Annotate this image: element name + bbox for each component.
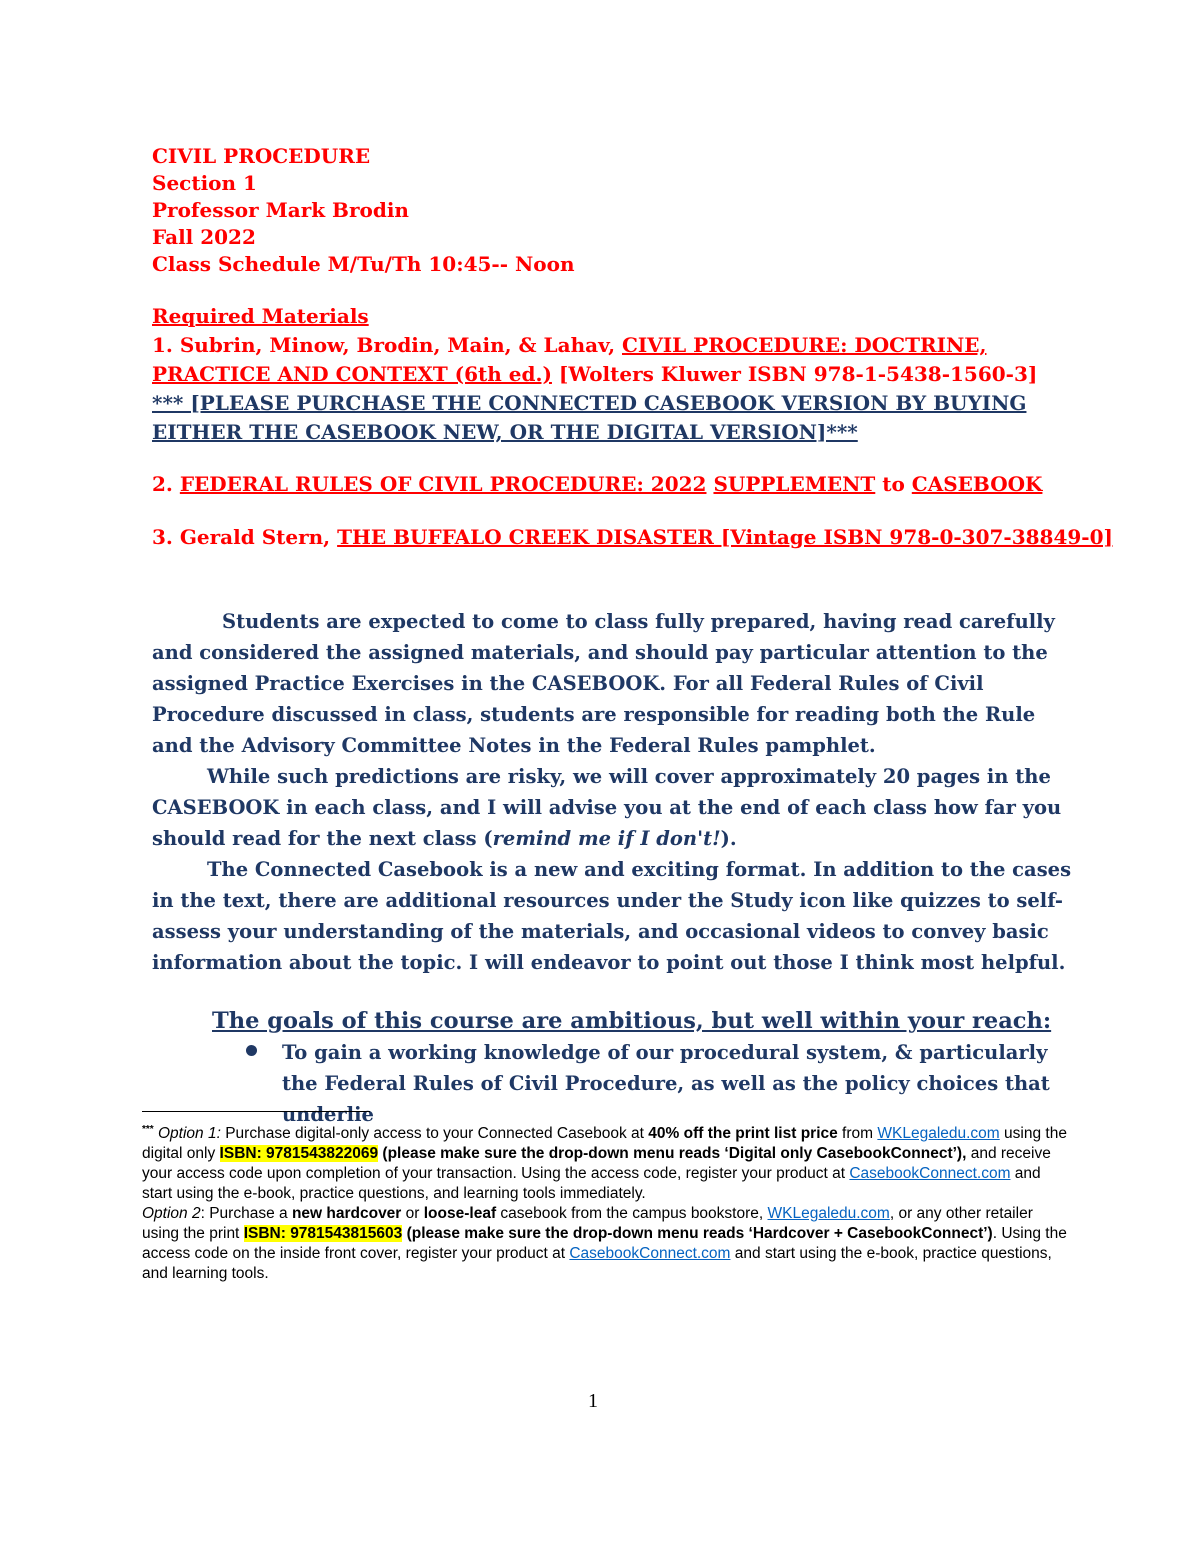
paragraph-2-emphasis: remind me if I don't!: [492, 827, 721, 850]
page-number: 1: [588, 1390, 598, 1412]
goals-list: [246, 1037, 1076, 1130]
course-expectations: [152, 606, 1072, 978]
bullet-icon: [246, 1045, 257, 1056]
wklegaledu-link-2[interactable]: WKLegaledu.com: [767, 1205, 890, 1222]
footnote: [142, 1124, 1072, 1284]
course-schedule: Class Schedule M/Tu/Th 10:45-- Noon: [152, 252, 575, 276]
material-1-title-part2: PRACTICE AND CONTEXT (6th ed.): [152, 362, 552, 386]
material-1-isbn: [Wolters Kluwer ISBN 978-1-5438-1560-3]: [551, 362, 1038, 386]
option-2-end: and start using the e-book, practice questions, and learning tools.: [142, 1245, 1052, 1282]
material-2-number: 2.: [152, 472, 180, 496]
casebookconnect-link[interactable]: CasebookConnect.com: [849, 1165, 1011, 1182]
material-2-to: to: [875, 472, 912, 496]
footnote-mark: ***: [142, 1123, 154, 1135]
materials-heading: Required Materials: [152, 304, 369, 328]
material-2-title: FEDERAL RULES OF CIVIL PROCEDURE: 2022: [179, 472, 707, 496]
option-1-end: and start using the e-book, practice questions, and learning tools immediately.: [142, 1165, 1041, 1202]
paragraph-2-end: ).: [720, 827, 737, 850]
material-item-1-line2: [152, 360, 1052, 389]
option-2-text: : Purchase a: [200, 1205, 292, 1222]
material-3-author: 3. Gerald Stern,: [152, 525, 338, 549]
option-2-bookstore: casebook from the campus bookstore,: [496, 1205, 768, 1222]
course-title: CIVIL PROCEDURE: [152, 144, 371, 168]
wklegaledu-link[interactable]: WKLegaledu.com: [877, 1125, 1000, 1142]
material-item-1-line1: [152, 331, 1052, 360]
footnote-option-1: [142, 1124, 1072, 1204]
isbn-digital: ISBN: 9781543822069: [219, 1145, 379, 1162]
option-1-access: and receive your access code upon completion of your transaction. Using the access code, register your product at: [142, 1145, 1051, 1182]
material-1-authors: 1. Subrin, Minow, Brodin, Main, & Lahav,: [152, 333, 622, 357]
material-1-title-part1: CIVIL PROCEDURE: DOCTRINE,: [622, 333, 987, 357]
expectations-paragraph-2: [152, 761, 1072, 854]
material-2-supplement: SUPPLEMENT: [713, 472, 876, 496]
paragraph-2-text: While such predictions are risky, we will cover approximately 20 pages in the CASEBOOK in each class, and I will advise you at the end of each class how far you should read for the next class (: [152, 765, 1062, 850]
course-header: [152, 143, 575, 278]
footnote-option-2: [142, 1204, 1072, 1284]
required-materials: [152, 302, 1052, 447]
material-item-2: [152, 472, 1042, 496]
option-2-or: or: [401, 1205, 424, 1222]
material-item-3: [152, 525, 1113, 549]
expectations-paragraph-1: Students are expected to come to class fully prepared, having read carefully and considered the assigned materials, and should pay particular attention to the assigned Practice Exercises in the CASEBOOK. For all Federal Rules of Civil Procedure discussed in class, students are responsible for reading both the Rule and the Advisory Committee Notes in the Federal Rules pamphlet.: [152, 610, 1055, 757]
expectations-paragraph-3: The Connected Casebook is a new and exciting format. In addition to the cases in the text, there are additional resources under the Study icon like quizzes to self-assess your understanding of the materials, and occasional videos to convey basic information about the topic. I will endeavor to point out those I think most helpful.: [152, 858, 1072, 974]
option-1-using: using the digital only: [142, 1125, 1067, 1162]
material-1-note-line2: EITHER THE CASEBOOK NEW, OR THE DIGITAL VERSION]***: [152, 420, 858, 444]
option-1-text: Purchase digital-only access to your Connected Casebook at: [220, 1125, 649, 1142]
course-term: Fall 2022: [152, 225, 256, 249]
option-1-note: (please make sure the drop-down menu reads ‘Digital only CasebookConnect’),: [378, 1145, 967, 1162]
option-1-from: from: [837, 1125, 878, 1142]
material-1-note-line1: *** [PLEASE PURCHASE THE CONNECTED CASEBOOK VERSION BY BUYING: [152, 391, 1027, 415]
goals-heading: The goals of this course are ambitious, but well within your reach:: [212, 1008, 1052, 1034]
footnote-separator: [142, 1111, 370, 1112]
goal-item-1: To gain a working knowledge of our procedural system, & particularly the Federal Rules of Civil Procedure, as well as the policy choices that underlie: [282, 1041, 1050, 1126]
course-section: Section 1: [152, 171, 257, 195]
material-2-casebook: CASEBOOK: [911, 472, 1043, 496]
option-2-hardcover: new hardcover: [291, 1205, 402, 1222]
isbn-print: ISBN: 9781543815603: [243, 1225, 403, 1242]
option-2-retailer: , or any other retailer using the print: [142, 1205, 1033, 1242]
option-1-discount: 40% off the print list price: [648, 1125, 838, 1142]
option-2-label: Option 2: [142, 1205, 201, 1222]
casebookconnect-link-2[interactable]: CasebookConnect.com: [569, 1245, 731, 1262]
material-3-title: THE BUFFALO CREEK DISASTER [Vintage ISBN 978-0-307-38849-0]: [337, 525, 1113, 549]
option-2-note: (please make sure the drop-down menu reads ‘Hardcover + CasebookConnect’): [402, 1225, 993, 1242]
option-1-label: Option 1:: [158, 1125, 221, 1142]
option-2-looseleaf: loose-leaf: [423, 1205, 497, 1222]
option-2-access: . Using the access code on the inside front cover, register your product at: [142, 1225, 1067, 1262]
course-professor: Professor Mark Brodin: [152, 198, 409, 222]
